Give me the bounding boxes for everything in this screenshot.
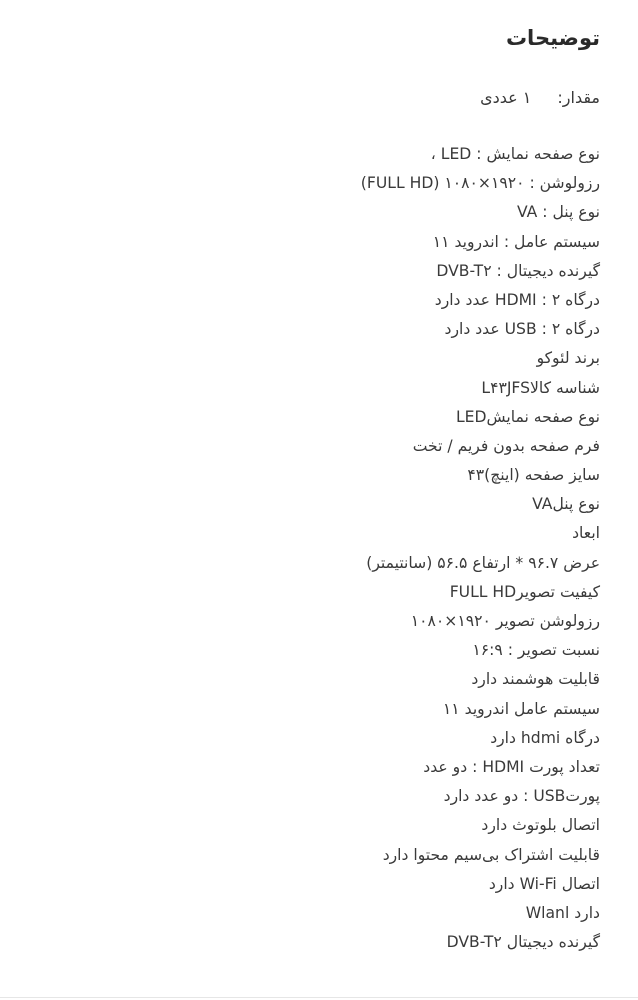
spec-item: درگاه hdmi دارد <box>490 728 600 747</box>
spec-item: اتصال بلوتوث دارد <box>481 816 600 835</box>
spec-item: کیفیت تصویرFULL HD <box>449 582 600 601</box>
spec-item: سایز صفحه (اینچ)۴۳ <box>467 466 600 485</box>
quantity-label: مقدار: <box>557 88 600 107</box>
spec-item: سیستم عامل : اندروید ۱۱ <box>432 232 600 251</box>
quantity-row <box>480 88 600 107</box>
spec-item: فرم صفحه بدون فریم / تخت <box>412 436 600 455</box>
spec-item: نوع پنلVA <box>532 495 600 514</box>
spec-item: سیستم عامل اندروید ۱۱ <box>442 699 600 718</box>
spec-item: نوع صفحه نمایش : LED ، <box>430 145 600 163</box>
bottom-divider <box>0 997 638 998</box>
spec-item: قابلیت هوشمند دارد <box>471 670 600 689</box>
spec-item: Wlanl دارد <box>525 903 600 922</box>
spec-item: نوع صفحه نمایشLED <box>455 407 600 426</box>
spec-item: درگاه ۲ : USB عدد دارد <box>444 320 600 339</box>
spec-item: برند لئوکو <box>536 349 600 368</box>
spec-item: عرض ۹۶.۷ * ارتفاع ۵۶.۵ (سانتیمتر) <box>366 553 600 572</box>
spec-item: گیرنده دیجیتال DVB-T۲ <box>446 933 600 952</box>
spec-item: نوع پنل : VA <box>516 203 600 222</box>
spec-item: گیرنده دیجیتال : DVB-T۲ <box>436 261 600 280</box>
spec-item: شناسه کالاL۴۳JFS <box>481 378 600 397</box>
spec-item: نسبت تصویر : ۱۶:۹ <box>472 641 600 660</box>
spec-item: ابعاد <box>572 524 600 543</box>
spec-item: قابلیت اشتراک بی‌سیم محتوا دارد <box>382 845 600 864</box>
spec-item: اتصال Wi-Fi دارد <box>488 874 600 893</box>
quantity-value: ۱ عددی <box>480 88 532 107</box>
spec-item: پورتUSB : دو عدد دارد <box>443 787 600 806</box>
spec-item: تعداد پورت HDMI : دو عدد <box>423 757 600 776</box>
spec-item: رزولوشن تصویر ۱۹۲۰×۱۰۸۰ <box>410 612 600 630</box>
spec-item: رزولوشن : ۱۹۲۰×۱۰۸۰ (FULL HD) <box>360 174 600 193</box>
section-title: توضیحات <box>505 26 600 50</box>
spec-list <box>20 140 600 957</box>
spec-item: درگاه ۲ : HDMI عدد دارد <box>434 290 600 309</box>
